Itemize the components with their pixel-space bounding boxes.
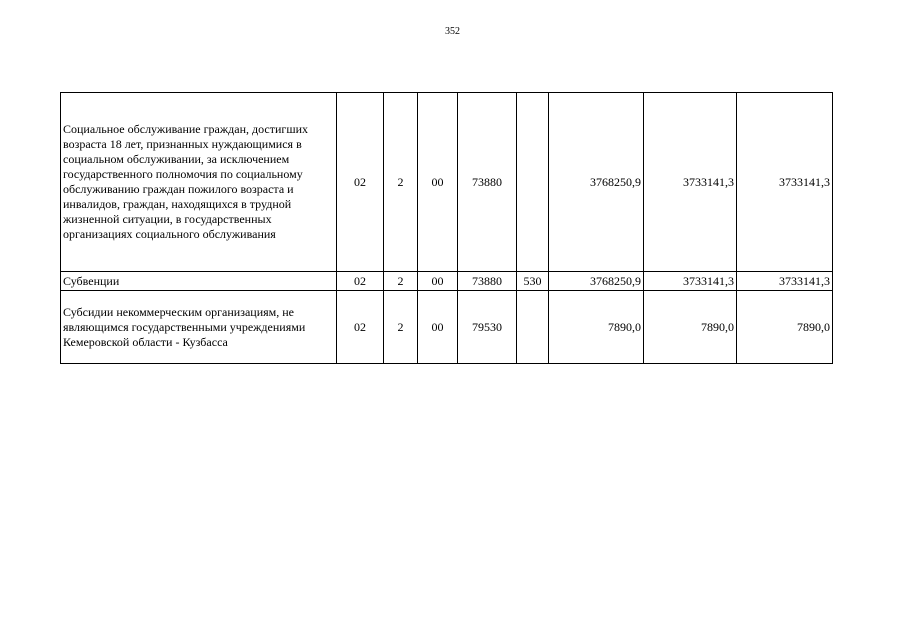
section-cell: 02 [337,272,384,291]
page-number: 352 [445,26,460,37]
program-cell: 00 [418,93,458,272]
code-cell: 73880 [458,93,517,272]
expense-type-cell: 530 [517,272,549,291]
table-row [61,291,833,364]
subsection-cell: 2 [384,272,418,291]
section-cell: 02 [337,93,384,272]
row-name-cell: Субвенции [61,272,337,291]
table-row [61,93,833,272]
program-cell: 00 [418,272,458,291]
amount-3-cell: 3733141,3 [737,272,833,291]
amount-1-cell: 7890,0 [549,291,644,364]
amount-2-cell: 3733141,3 [644,93,737,272]
amount-3-cell: 7890,0 [737,291,833,364]
amount-2-cell: 3733141,3 [644,272,737,291]
budget-table [60,92,833,364]
row-name-cell: Субсидии некоммерческим организациям, не являющимся государственными учреждениями Кемеровской области - Кузбасса [61,291,337,364]
amount-3-cell: 3733141,3 [737,93,833,272]
subsection-cell: 2 [384,291,418,364]
expense-type-cell [517,291,549,364]
amount-2-cell: 7890,0 [644,291,737,364]
code-cell: 79530 [458,291,517,364]
table-row [61,272,833,291]
subsection-cell: 2 [384,93,418,272]
amount-1-cell: 3768250,9 [549,93,644,272]
amount-1-cell: 3768250,9 [549,272,644,291]
expense-type-cell [517,93,549,272]
section-cell: 02 [337,291,384,364]
row-name-cell: Социальное обслуживание граждан, достигших возраста 18 лет, признанных нуждающимися в социальном обслуживании, за исключением государственного полномочия по социальному обслуживанию граждан пожилого возраста и инвалидов, граждан, находящихся в трудной жизненной ситуации, в государственных организациях социального обслуживания [61,93,337,272]
program-cell: 00 [418,291,458,364]
code-cell: 73880 [458,272,517,291]
